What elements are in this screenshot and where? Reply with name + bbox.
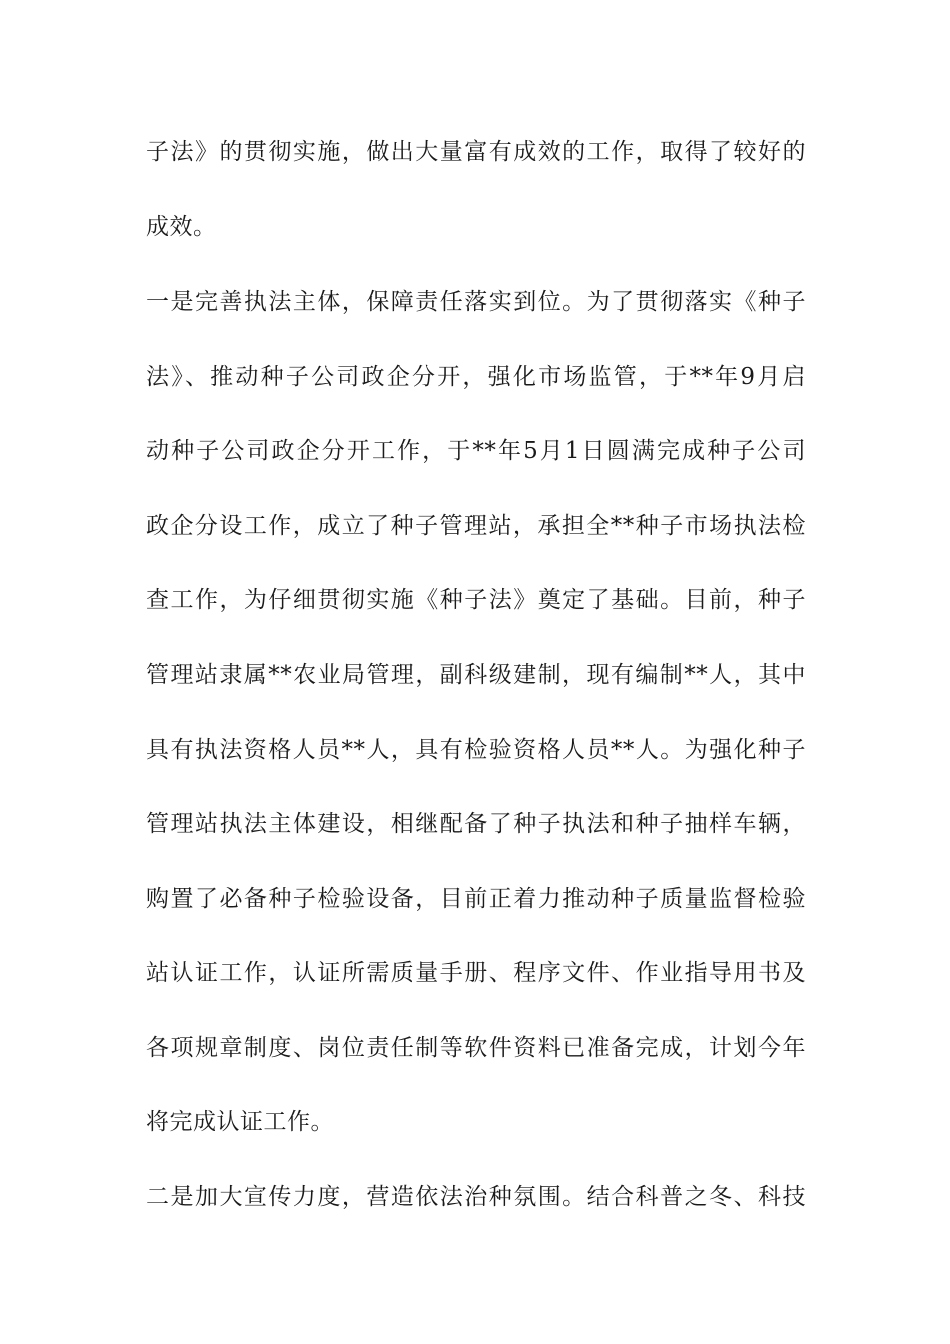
text-line: 查工作，为仔细贯彻实施《种子法》奠定了基础。目前，种子 <box>146 587 806 613</box>
text-line: 法》、推动种子公司政企分开，强化市场监管，于**年9月启 <box>146 364 806 390</box>
text-line: 二是加大宣传力度，营造依法治种氛围。结合科普之冬、科技 <box>146 1184 806 1210</box>
text-line: 管理站隶属**农业局管理，副科级建制，现有编制**人，其中 <box>146 662 806 688</box>
text-line: 成效。 <box>146 214 217 240</box>
text-line: 一是完善执法主体，保障责任落实到位。为了贯彻落实《种子 <box>146 289 806 315</box>
text-line: 将完成认证工作。 <box>146 1109 334 1135</box>
text-line: 子法》的贯彻实施，做出大量富有成效的工作，取得了较好的 <box>146 139 806 165</box>
text-line: 各项规章制度、岗位责任制等软件资料已准备完成，计划今年 <box>146 1035 806 1061</box>
text-line: 政企分设工作，成立了种子管理站，承担全**种子市场执法检 <box>146 513 806 539</box>
text-line: 站认证工作，认证所需质量手册、程序文件、作业指导用书及 <box>146 960 806 986</box>
text-line: 动种子公司政企分开工作，于**年5月1日圆满完成种子公司 <box>146 438 806 464</box>
text-line: 管理站执法主体建设，相继配备了种子执法和种子抽样车辆， <box>146 811 806 837</box>
text-line: 具有执法资格人员**人，具有检验资格人员**人。为强化种子 <box>146 737 806 763</box>
text-line: 购置了必备种子检验设备，目前正着力推动种子质量监督检验 <box>146 886 806 912</box>
